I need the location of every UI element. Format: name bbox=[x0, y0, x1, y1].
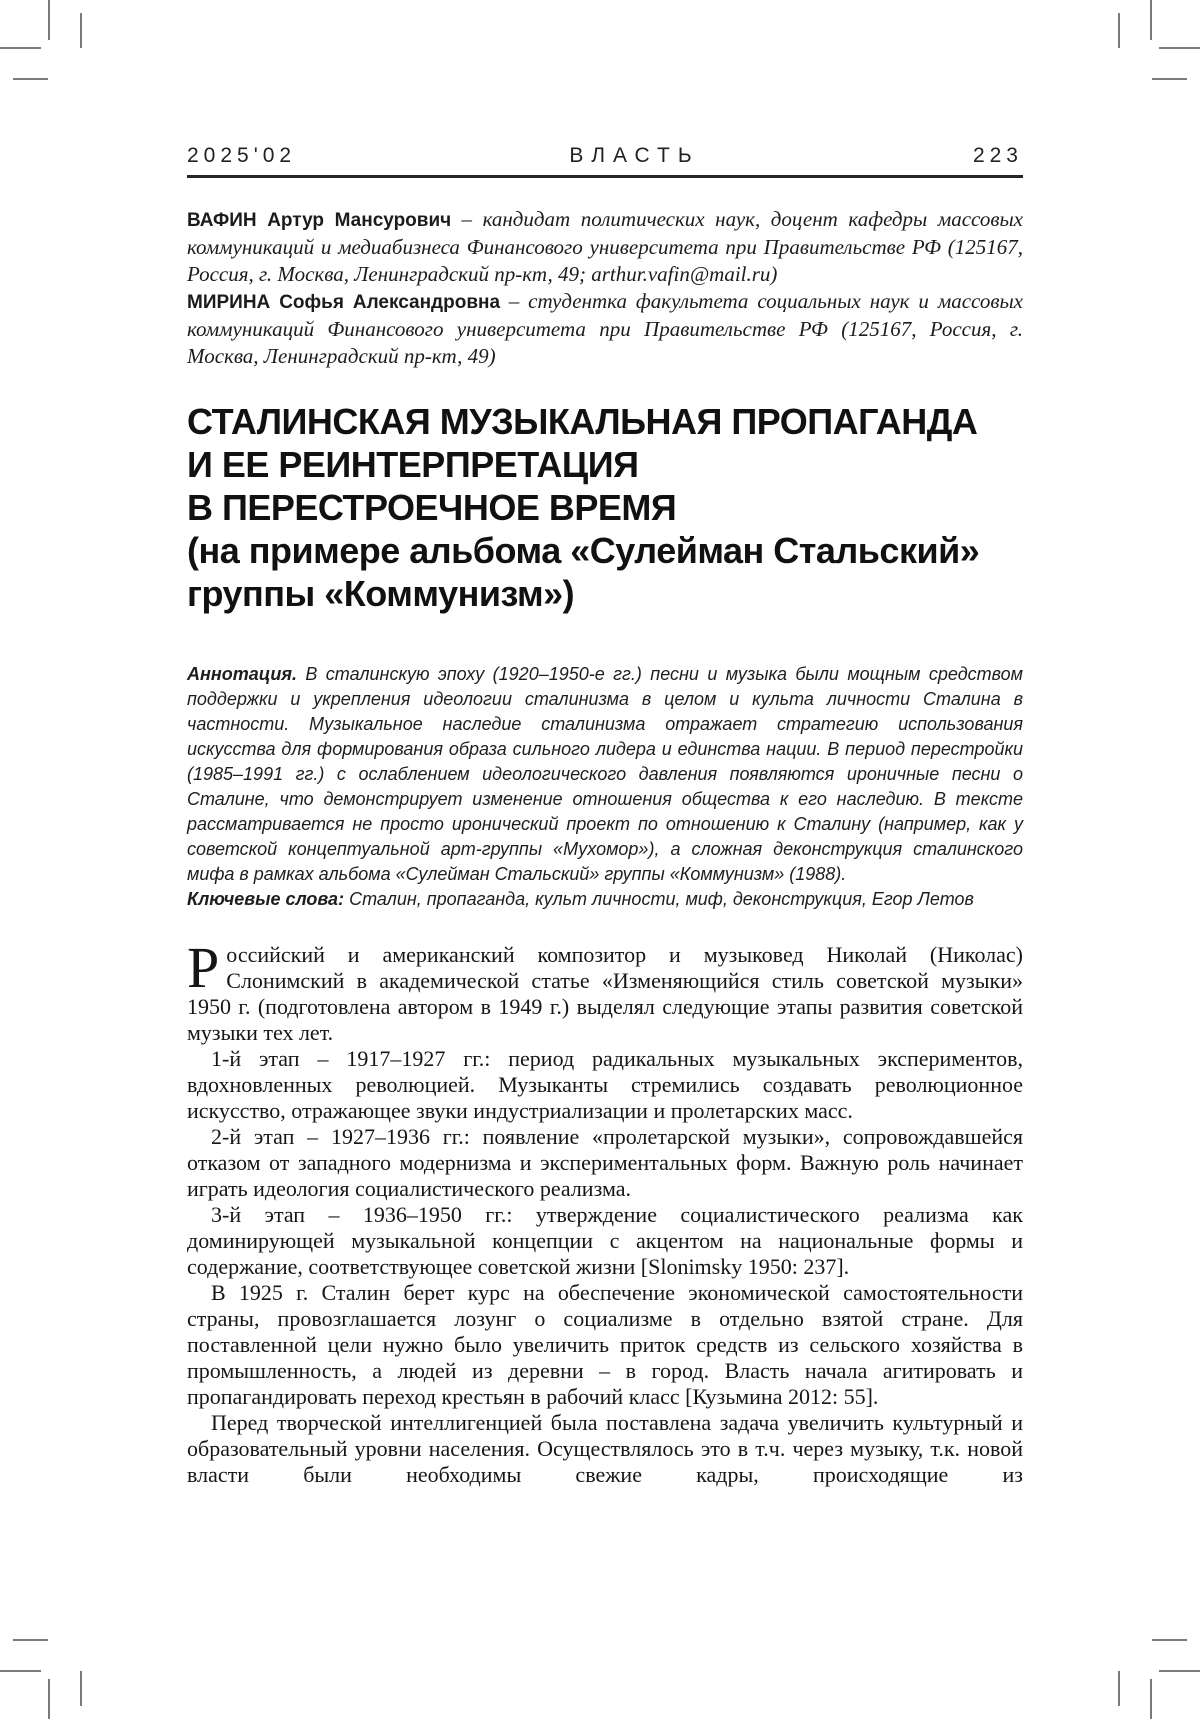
crop-mark bbox=[1159, 47, 1200, 49]
crop-mark bbox=[1118, 1671, 1120, 1706]
drop-cap: Р bbox=[187, 935, 220, 1000]
crop-mark bbox=[80, 13, 82, 48]
article-title-line: группы «Коммунизм») bbox=[187, 573, 575, 614]
article-title-line: В ПЕРЕСТРОЕЧНОЕ ВРЕМЯ bbox=[187, 487, 677, 528]
body-paragraph: 2-й этап – 1927–1936 гг.: появление «пролетарской музыки», сопровождавшейся отказом от западного модернизма и экспериментальных форм. Важную роль начинает играть идеология социалистического реализма. bbox=[187, 1124, 1023, 1201]
author-affiliation: – кандидат политических наук, доцент кафедры массовых коммуникаций и медиабизнеса Финансового университета при Правительстве РФ (125167, Россия, г. Москва, Ленинградский пр-кт, 49; arthur.vafin@mail.ru) bbox=[187, 207, 1024, 286]
body-paragraph: 3-й этап – 1936–1950 гг.: утверждение социалистического реализма как доминирующей музыкальной концепции с акцентом на национальные формы и содержание, соответствующее советской жизни [Slonimsky 1950: 237]. bbox=[187, 1202, 1023, 1279]
crop-mark bbox=[1118, 13, 1120, 48]
crop-mark bbox=[80, 1671, 82, 1706]
author-affiliation: – студентка факультета социальных наук и массовых коммуникаций Финансового университета при Правительстве РФ (125167, Россия, г. Москва, Ленинградский пр-кт, 49) bbox=[187, 289, 1023, 368]
author-name: ВАФИН Артур Мансурович bbox=[187, 210, 452, 231]
crop-mark bbox=[48, 1679, 50, 1719]
article-title bbox=[187, 400, 1037, 615]
journal-title: ВЛАСТЬ bbox=[569, 144, 700, 167]
body-paragraph-text: оссийский и американский композитор и музыковед Николай (Николас) Слонимский в академической статье «Изменяющийся стиль советской музыки» 1950 г. (подготовлена автором в 1949 г.) выделял следующие этапы развития советской музыки тех лет. bbox=[187, 942, 1023, 1045]
keywords-text: Сталин, пропаганда, культ личности, миф, деконструкция, Егор Летов bbox=[349, 889, 974, 909]
body-paragraph: 1-й этап – 1917–1927 гг.: период радикальных музыкальных экспериментов, вдохновленных революцией. Музыканты стремились создавать революционное искусство, отражающее звуки индустриализации и пролетарских масс. bbox=[187, 1046, 1023, 1123]
abstract-label: Аннотация. bbox=[187, 664, 297, 684]
crop-mark bbox=[1159, 1670, 1200, 1672]
crop-mark bbox=[13, 1639, 48, 1641]
crop-mark bbox=[13, 78, 48, 80]
article-title-line: И ЕЕ РЕИНТЕРПРЕТАЦИЯ bbox=[187, 444, 639, 485]
article-title-line: (на примере альбома «Сулейман Стальский» bbox=[187, 530, 980, 571]
crop-mark bbox=[48, 0, 50, 40]
crop-mark bbox=[0, 1670, 41, 1672]
body-paragraph: В 1925 г. Сталин берет курс на обеспечение экономической самостоятельности страны, провозглашается лозунг о социализме в отдельно взятой стране. Для поставленной цели нужно было увеличить приток средств из сельского хозяйства в промышленность, а людей из деревни – в город. Власть начала агитировать и пропагандировать переход крестьян в рабочий класс [Кузьмина 2012: 55]. bbox=[187, 1280, 1023, 1409]
crop-mark bbox=[1150, 0, 1152, 40]
author-entry bbox=[187, 288, 1023, 370]
article-title-line: СТАЛИНСКАЯ МУЗЫКАЛЬНАЯ ПРОПАГАНДА bbox=[187, 401, 978, 442]
abstract-text: В сталинскую эпоху (1920–1950-е гг.) песни и музыка были мощным средством поддержки и укрепления идеологии сталинизма в целом и культа личности Сталина в частности. Музыкальное наследие сталинизма отражает стратегию использования искусства для формирования образа сильного лидера и единства нации. В период перестройки (1985–1991 гг.) с ослаблением идеологического давления появляются ироничные песни о Сталине, что демонстрирует изменение отношения общества к его наследию. В тексте рассматривается не просто иронический проект по отношению к Сталину (например, как у советской концептуальной арт-группы «Мухомор»), а сложная деконструкция сталинского мифа в рамках альбома «Сулейман Стальский» группы «Коммунизм» (1988). bbox=[187, 664, 1023, 884]
body-paragraph bbox=[187, 935, 1023, 1046]
body-paragraph: Перед творческой интеллигенцией была поставлена задача увеличить культурный и образовательный уровни населения. Осуществлялось это в т.ч. через музыку, т.к. новой власти были необходимы свежие кадры, происходящие из bbox=[187, 1410, 1023, 1487]
crop-mark bbox=[1150, 1679, 1152, 1719]
abstract bbox=[187, 662, 1023, 887]
crop-mark bbox=[0, 47, 41, 49]
keywords-label: Ключевые слова: bbox=[187, 889, 345, 909]
page-number: 223 bbox=[972, 144, 1023, 167]
crop-mark bbox=[1152, 78, 1187, 80]
keywords bbox=[187, 887, 1023, 912]
issue-label: 2025'02 bbox=[187, 144, 297, 167]
abstract-block bbox=[187, 662, 1023, 912]
author-name: МИРИНА Софья Александровна bbox=[187, 292, 501, 313]
crop-mark bbox=[1152, 1639, 1187, 1641]
article-body bbox=[187, 935, 1023, 1488]
page-header bbox=[187, 128, 1023, 178]
author-entry bbox=[187, 206, 1023, 288]
authors-block bbox=[187, 206, 1023, 370]
